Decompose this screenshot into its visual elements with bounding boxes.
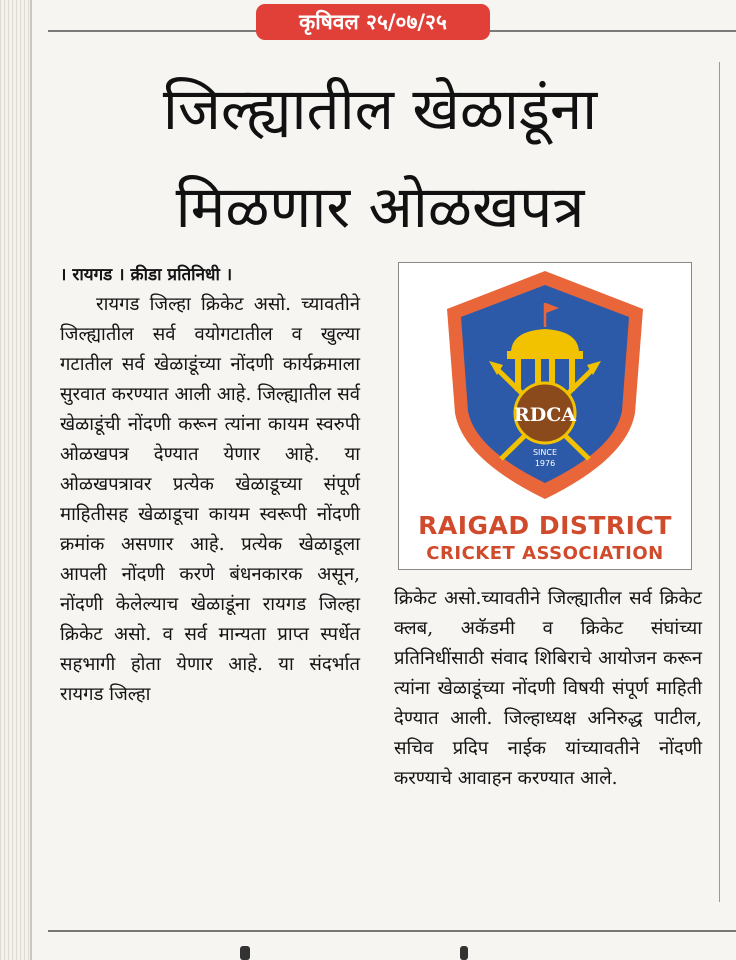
rdca-shield-logo xyxy=(399,263,691,503)
byline: । रायगड । क्रीडा प्रतिनिधी । xyxy=(60,265,233,285)
logo-since-year: 1976 xyxy=(534,459,556,468)
page-binding-edge xyxy=(0,0,32,960)
bottom-rule xyxy=(48,930,736,932)
article-right-column xyxy=(394,584,702,794)
article-left-column xyxy=(60,260,360,710)
headline-line-1: जिल्ह्यातील खेळाडूंना xyxy=(162,75,598,143)
next-article-fragment xyxy=(460,946,468,960)
logo-since-label: SINCE xyxy=(532,448,558,457)
logo-monogram: RDCA xyxy=(513,404,577,426)
logo-name-line-2: CRICKET ASSOCIATION xyxy=(426,543,664,564)
dateline-badge: कृषिवल २५/०७/२५ xyxy=(256,4,490,40)
column-rule xyxy=(719,62,720,902)
next-article-fragment xyxy=(240,946,250,960)
rdca-logo-panel xyxy=(398,262,692,570)
article-left-text: रायगड जिल्हा क्रिकेट असो. च्यावतीने जिल्ह्यातील सर्व वयोगटातील व खुल्या गटातील सर्व खेळाडूंच्या नोंदणी कार्यक्रमाला सुरवात करण्यात आली आहे. जिल्ह्यातील सर्व खेळाडूंची नोंदणी करून त्यांना कायम स्वरुपी ओळखपत्र देण्यात येणार आहे. या ओळखपत्रावर प्रत्येक खेळाडूच्या संपूर्ण माहितीसह खेळाडूचा कायम स्वरूपी नोंदणी क्रमांक असणार आहे. प्रत्येक खेळाडूला आपली नोंदणी करणे बंधनकारक असून, नोंदणी केलेल्याच खेळाडूंना रायगड जिल्हा क्रिकेट असो. व सर्व मान्यता प्राप्त स्पर्धेत सहभागी होता येणार आहे. या संदर्भात रायगड जिल्हा xyxy=(60,294,360,705)
logo-name-line-1: RAIGAD DISTRICT xyxy=(418,511,672,540)
headline-line-2: मिळणार ओळखपत्र xyxy=(175,173,585,241)
article-right-text: क्रिकेट असो.च्यावतीने जिल्ह्यातील सर्व क्रिकेट क्लब, अकॅडमी व क्रिकेट संघांच्या प्रतिनिधींसाठी संवाद शिबिराचे आयोजन करून त्यांना खेळाडूंच्या नोंदणी विषयी संपूर्ण माहिती देण्यात आली. जिल्हाध्यक्ष अनिरुद्ध पाटील, सचिव प्रदिप नाईक यांच्यावतीने नोंदणी करण्याचे आवाहन करण्यात आले. xyxy=(394,588,702,789)
